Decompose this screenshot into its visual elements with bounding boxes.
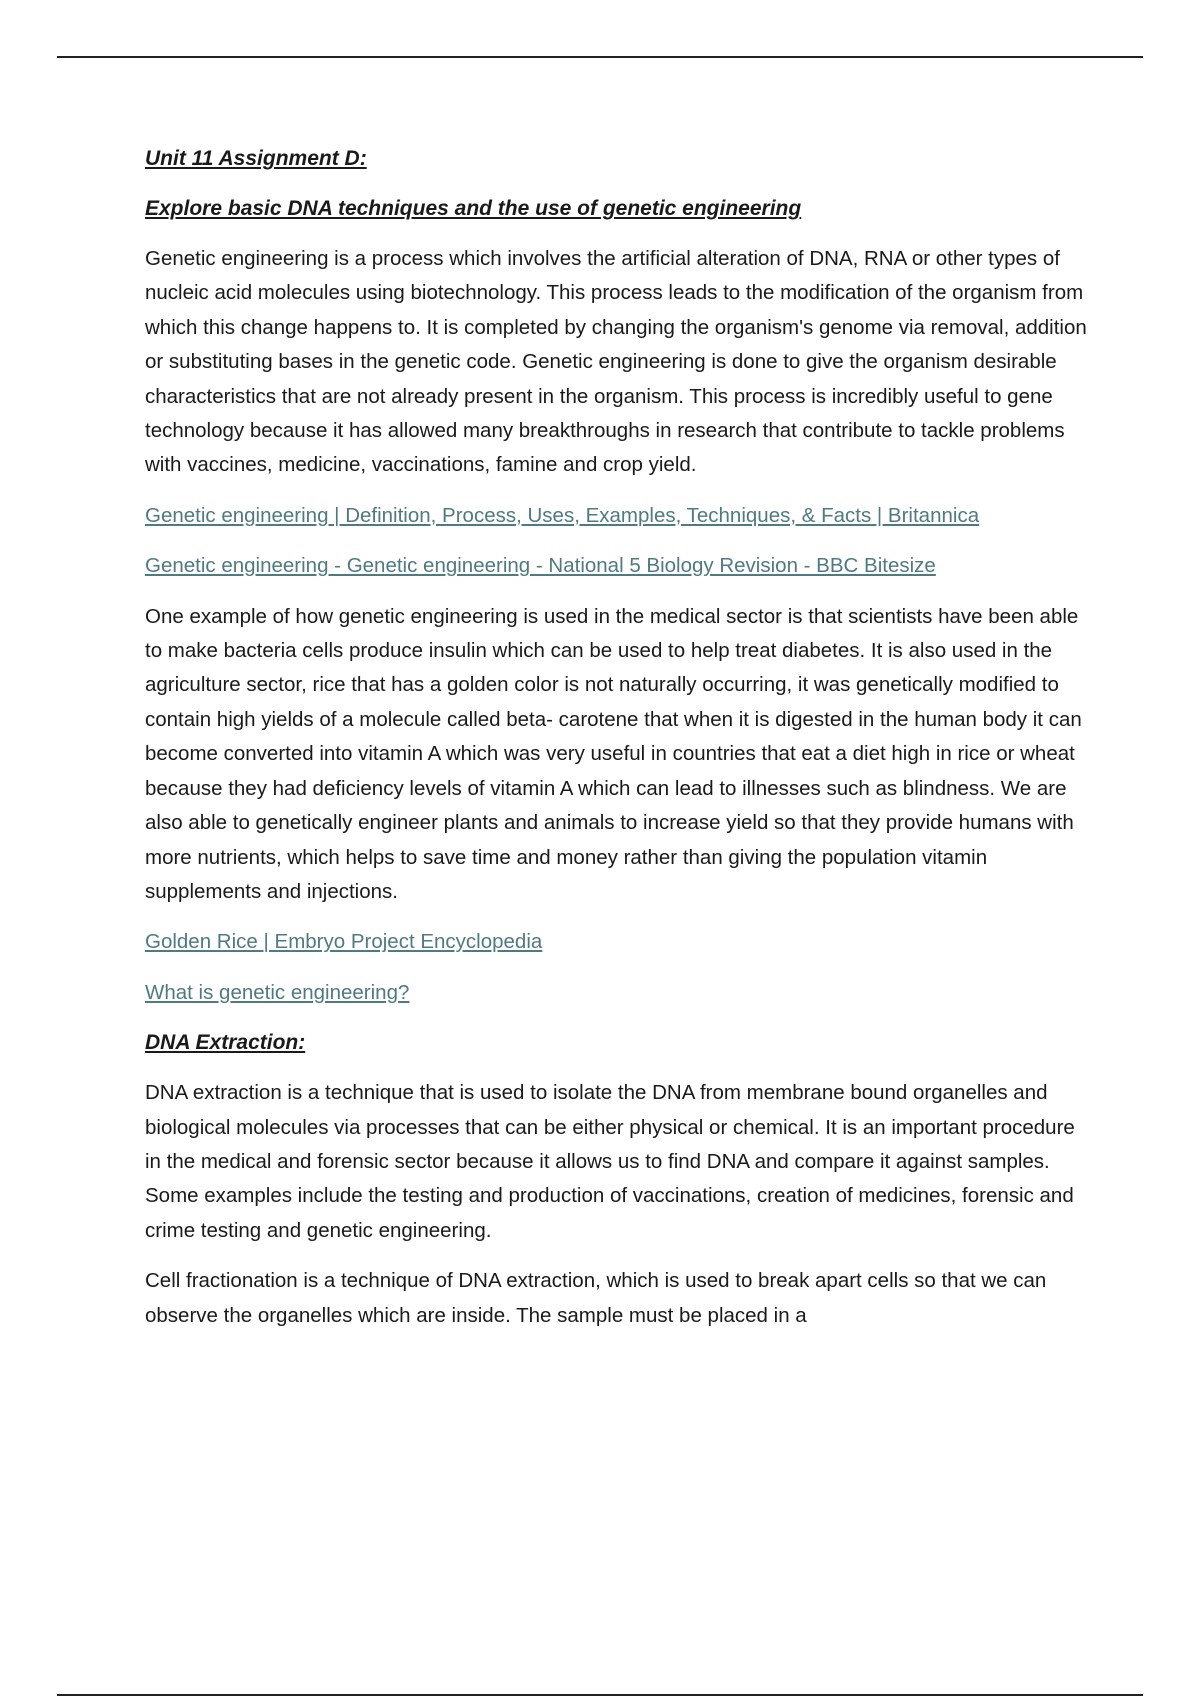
document-body bbox=[145, 142, 1095, 1349]
document-title: Unit 11 Assignment D: bbox=[145, 147, 367, 170]
bbc-bitesize-link[interactable]: Genetic engineering - Genetic engineering - National 5 Biology Revision - BBC Bitesize bbox=[145, 554, 936, 578]
footer-rule bbox=[57, 1694, 1143, 1696]
britannica-link[interactable]: Genetic engineering | Definition, Process, Uses, Examples, Techniques, & Facts | Britannica bbox=[145, 503, 980, 527]
golden-rice-link[interactable]: Golden Rice | Embryo Project Encyclopedia bbox=[145, 930, 543, 954]
dna-extraction-paragraph: DNA extraction is a technique that is used to isolate the DNA from membrane bound organelles and biological molecules via processes that can be either physical or chemical. It is an important procedure in the medical and forensic sector because it allows us to find DNA and compare it against samples. Some examples include the testing and production of vaccinations, creation of medicines, forensic and crime testing and genetic engineering. bbox=[145, 1081, 1075, 1242]
what-is-genetic-engineering-link[interactable]: What is genetic engineering? bbox=[145, 980, 410, 1004]
dna-extraction-heading: DNA Extraction: bbox=[145, 1031, 306, 1055]
intro-paragraph: Genetic engineering is a process which involves the artificial alteration of DNA, RNA or other types of nucleic acid molecules using biotechnology. This process leads to the modification of the organism from which this change happens to. It is completed by changing the organism's genome via removal, addition or substituting bases in the genetic code. Genetic engineering is done to give the organism desirable characteristics that are not already present in the organism. This process is incredibly useful to gene technology because it has allowed many breakthroughs in research that contribute to tackle problems with vaccines, medicine, vaccinations, famine and crop yield. bbox=[145, 247, 1087, 477]
header-rule bbox=[57, 56, 1143, 58]
cell-fractionation-paragraph: Cell fractionation is a technique of DNA extraction, which is used to break apart cells so that we can observe the organelles which are inside. The sample must be placed in a bbox=[145, 1269, 1047, 1327]
document-subtitle: Explore basic DNA techniques and the use of genetic engineering bbox=[145, 197, 802, 220]
example-paragraph: One example of how genetic engineering is used in the medical sector is that scientists have been able to make bacteria cells produce insulin which can be used to help treat diabetes. It is also used in the agriculture sector, rice that has a golden color is not naturally occurring, it was genetically modified to contain high yields of a molecule called beta- carotene that when it is digested in the human body it can become converted into vitamin A which was very useful in countries that eat a diet high in rice or wheat because they had deficiency levels of vitamin A which can lead to illnesses such as blindness. We are also able to genetically engineer plants and animals to increase yield so that they provide humans with more nutrients, which helps to save time and money rather than giving the population vitamin supplements and injections. bbox=[145, 604, 1082, 903]
